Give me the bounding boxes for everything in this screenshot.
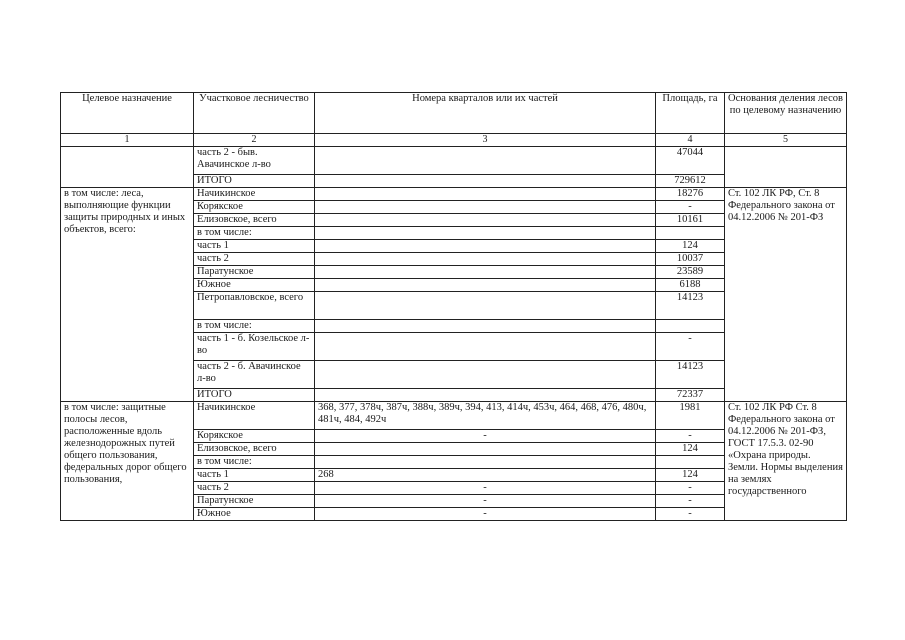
table-row — [61, 147, 847, 175]
area-cell: 23589 — [656, 266, 725, 279]
quarters-cell — [315, 443, 656, 456]
area-cell: 14123 — [656, 361, 725, 389]
quarters-cell — [315, 175, 656, 188]
area-cell — [656, 456, 725, 469]
quarters-cell: - — [315, 508, 656, 521]
total-area: 729612 — [656, 175, 725, 188]
quarters-cell — [315, 292, 656, 320]
area-cell: 1981 — [656, 402, 725, 430]
area-cell: - — [656, 201, 725, 214]
quarters-cell: 368, 377, 378ч, 387ч, 388ч, 389ч, 394, 413, 414ч, 453ч, 464, 468, 476, 480ч, 481ч, 484, 492ч — [315, 402, 656, 430]
forestry-cell: Елизовское, всего — [194, 214, 315, 227]
total-label: ИТОГО — [194, 175, 315, 188]
basis-cell — [725, 147, 847, 188]
column-number: 1 — [61, 134, 194, 147]
quarters-cell — [315, 201, 656, 214]
forestry-cell: часть 1 — [194, 469, 315, 482]
table-header-row — [61, 93, 847, 134]
area-cell: - — [656, 495, 725, 508]
area-cell: 47044 — [656, 147, 725, 175]
forestry-cell: Корякское — [194, 430, 315, 443]
header-area: Площадь, га — [656, 93, 725, 134]
forestry-cell: часть 2 - быв. Авачинское л-во — [194, 147, 315, 175]
area-cell: - — [656, 508, 725, 521]
area-cell: - — [656, 333, 725, 361]
quarters-cell — [315, 227, 656, 240]
header-quarters: Номера кварталов или их частей — [315, 93, 656, 134]
area-cell: 6188 — [656, 279, 725, 292]
quarters-cell — [315, 361, 656, 389]
column-number: 2 — [194, 134, 315, 147]
purpose-cell — [61, 147, 194, 188]
forestry-cell: Южное — [194, 279, 315, 292]
quarters-cell — [315, 253, 656, 266]
quarters-cell — [315, 389, 656, 402]
forestry-cell: Паратунское — [194, 495, 315, 508]
area-cell: 124 — [656, 443, 725, 456]
header-forestry: Участковое лесничество — [194, 93, 315, 134]
quarters-cell — [315, 147, 656, 175]
forestry-cell: Начикинское — [194, 188, 315, 201]
area-cell: 18276 — [656, 188, 725, 201]
forestry-cell: часть 2 - б. Авачинское л-во — [194, 361, 315, 389]
forestry-cell: Паратунское — [194, 266, 315, 279]
forestry-cell: Начикинское — [194, 402, 315, 430]
column-number: 4 — [656, 134, 725, 147]
quarters-cell — [315, 266, 656, 279]
purpose-cell: в том числе: леса, выполняющие функции защиты природных и иных объектов, всего: — [61, 188, 194, 402]
quarters-cell — [315, 333, 656, 361]
quarters-cell — [315, 214, 656, 227]
column-number: 3 — [315, 134, 656, 147]
basis-cell: Ст. 102 ЛК РФ Ст. 8 Федерального закона от 04.12.2006 № 201-ФЗ, ГОСТ 17.5.3. 02-90 «Охрана природы. Земли. Нормы выделения на землях государственного — [725, 402, 847, 521]
forestry-cell: Елизовское, всего — [194, 443, 315, 456]
area-cell: - — [656, 430, 725, 443]
column-number: 5 — [725, 134, 847, 147]
header-basis: Основания деления лесов по целевому назначению — [725, 93, 847, 134]
quarters-cell: - — [315, 430, 656, 443]
forestry-cell: Петропавловское, всего — [194, 292, 315, 320]
area-cell: - — [656, 482, 725, 495]
forestry-cell: Корякское — [194, 201, 315, 214]
quarters-cell — [315, 320, 656, 333]
area-cell: 10037 — [656, 253, 725, 266]
column-number-row — [61, 134, 847, 147]
area-cell — [656, 320, 725, 333]
quarters-cell: 268 — [315, 469, 656, 482]
total-label: ИТОГО — [194, 389, 315, 402]
forestry-cell: в том числе: — [194, 456, 315, 469]
header-purpose: Целевое назначение — [61, 93, 194, 134]
forestry-cell: в том числе: — [194, 320, 315, 333]
quarters-cell — [315, 240, 656, 253]
quarters-cell: - — [315, 495, 656, 508]
area-cell: 124 — [656, 469, 725, 482]
forestry-cell: Южное — [194, 508, 315, 521]
forestry-cell: часть 2 — [194, 253, 315, 266]
forestry-cell: часть 2 — [194, 482, 315, 495]
table-row — [61, 188, 847, 201]
quarters-cell — [315, 188, 656, 201]
total-area: 72337 — [656, 389, 725, 402]
area-cell: 10161 — [656, 214, 725, 227]
forestry-cell: часть 1 - б. Козельское л-во — [194, 333, 315, 361]
area-cell — [656, 227, 725, 240]
purpose-cell: в том числе: защитные полосы лесов, расположенные вдоль железнодорожных путей общего пользования, федеральных дорог общего пользования, — [61, 402, 194, 521]
area-cell: 14123 — [656, 292, 725, 320]
forestry-cell: часть 1 — [194, 240, 315, 253]
table-row — [61, 402, 847, 430]
quarters-cell: - — [315, 482, 656, 495]
quarters-cell — [315, 456, 656, 469]
quarters-cell — [315, 279, 656, 292]
forestry-cell: в том числе: — [194, 227, 315, 240]
basis-cell: Ст. 102 ЛК РФ, Ст. 8 Федерального закона от 04.12.2006 № 201-ФЗ — [725, 188, 847, 402]
area-cell: 124 — [656, 240, 725, 253]
forest-purpose-table — [60, 92, 847, 521]
